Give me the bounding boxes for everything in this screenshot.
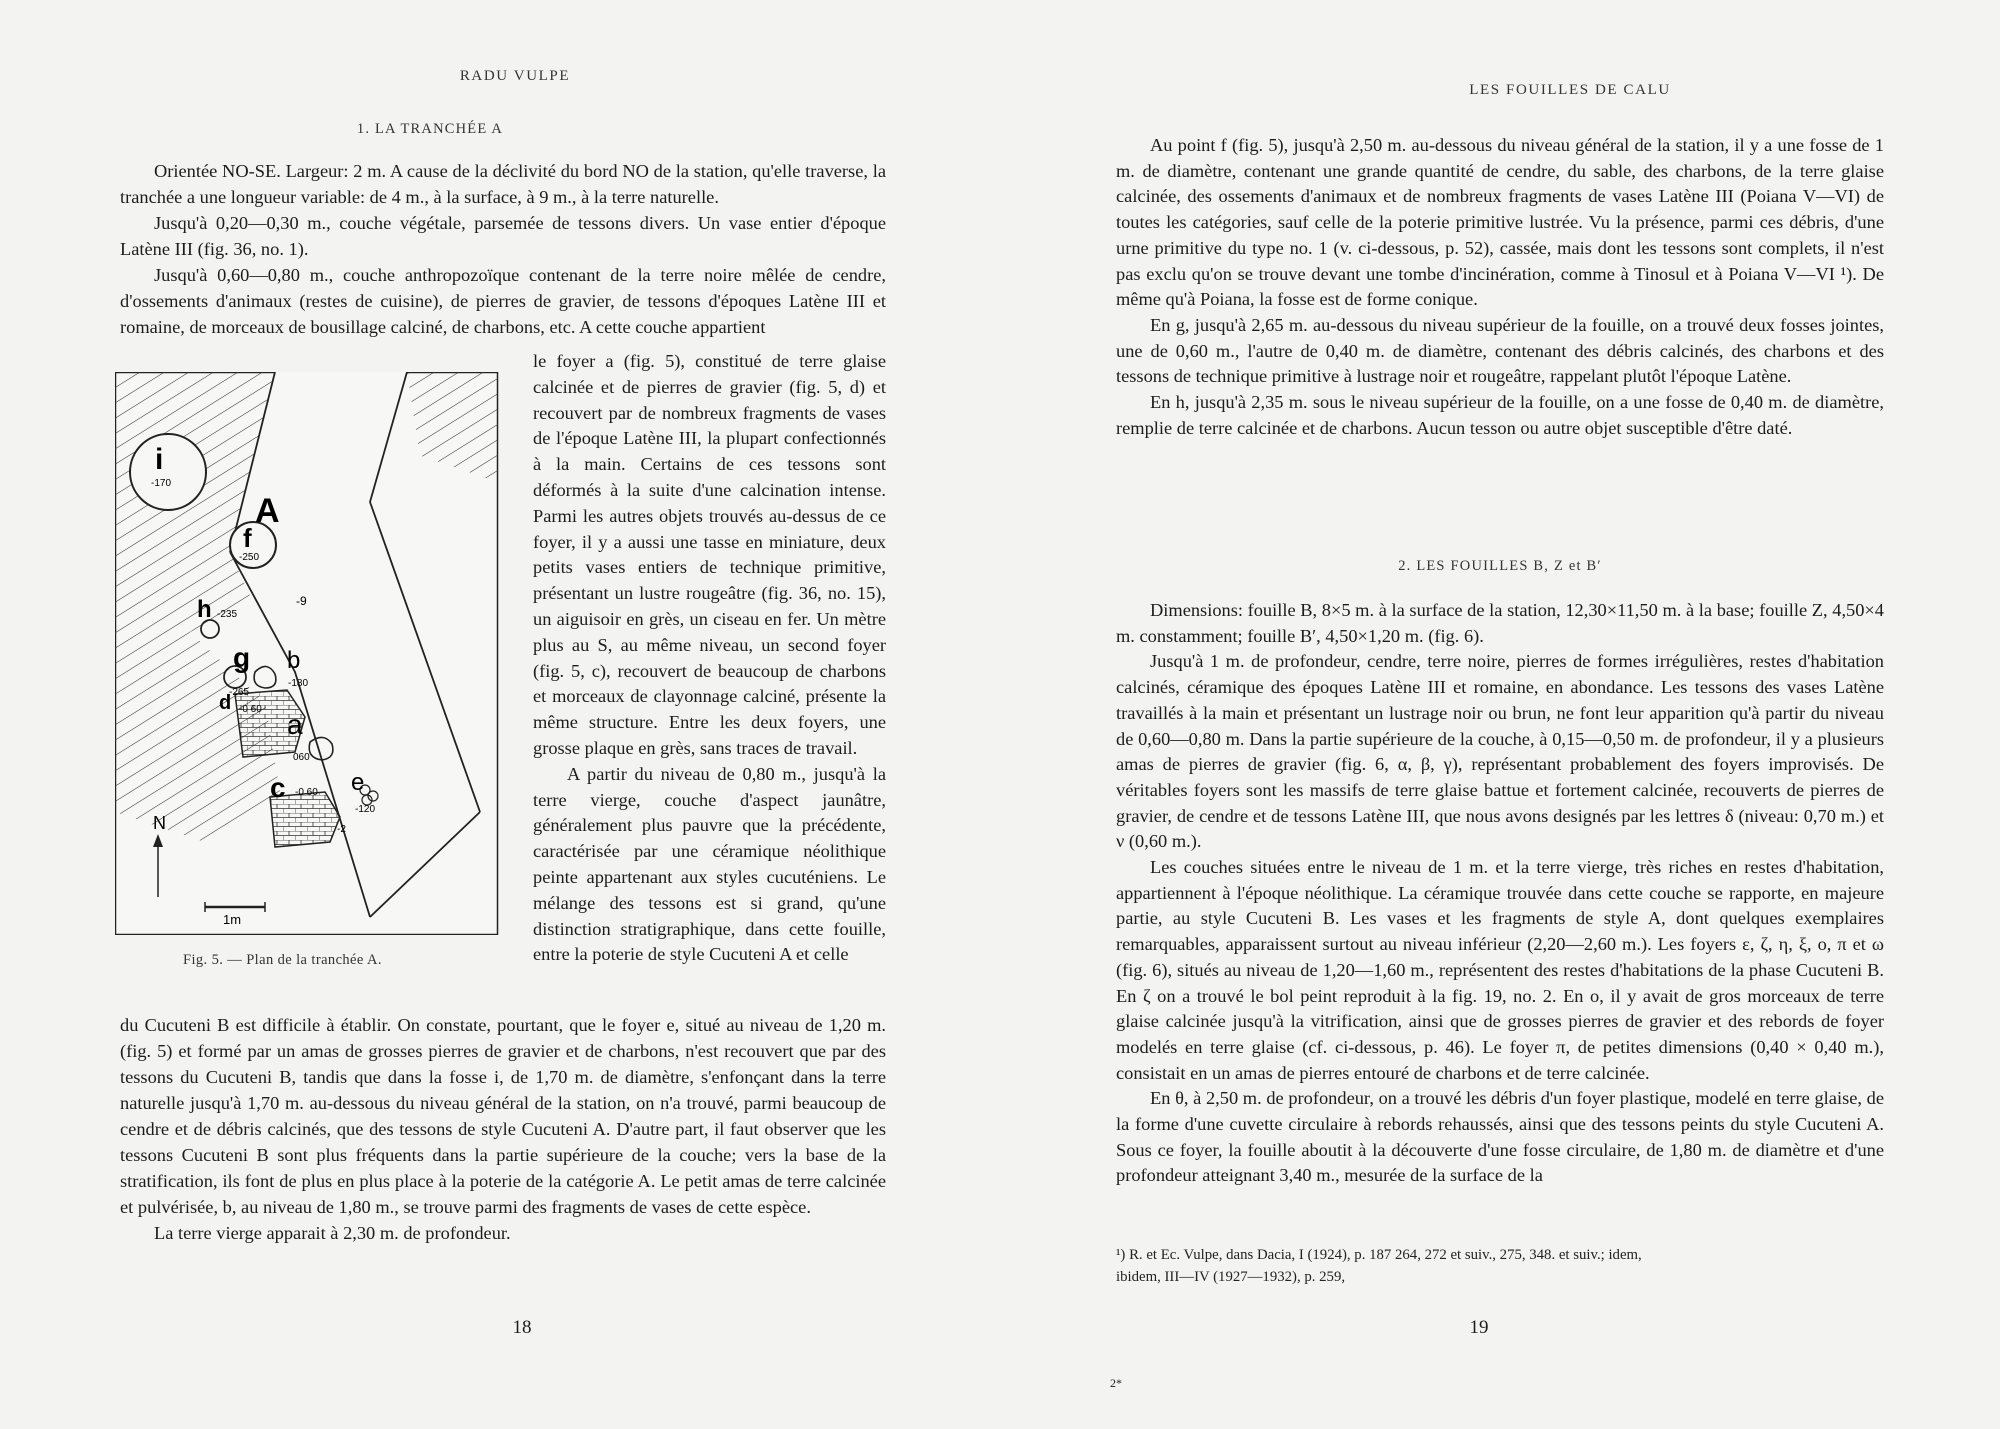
- running-head: LES FOUILLES DE CALU: [1469, 82, 1671, 98]
- label-c: c: [270, 772, 286, 803]
- label-f: f: [243, 523, 252, 553]
- text-lower: [1116, 598, 1884, 1189]
- depth-f: -250: [239, 552, 260, 563]
- label-h: h: [197, 596, 212, 623]
- north-label: N: [153, 813, 166, 833]
- paragraph: Jusqu'à 0,60—0,80 m., couche anthropozoïque contenant de la terre noire mêlée de cendre, d'ossements d'animaux (restes de cuisine), de pierres de gravier, de tessons d'époques Latène III et romaine, de morceaux de bousillage calciné, de charbons, etc. A cette couche appartient: [120, 265, 886, 337]
- depth-g: -265: [229, 687, 250, 698]
- text-upper: [1116, 133, 1884, 441]
- figure-plan: [115, 372, 512, 935]
- footnote: ¹) R. et Ec. Vulpe, dans Dacia, I (1924), p. 187 264, 272 et suiv., 275, 348. et suiv.; idem, ibidem, III—IV (1927—1932), p. 259,: [1116, 1247, 1642, 1285]
- paragraph: La terre vierge apparait à 2,30 m. de profondeur.: [154, 1223, 511, 1243]
- paragraph: Jusqu'à 0,20—0,30 m., couche végétale, parsemée de tessons divers. Un vase entier d'époque Latène III (fig. 36, no. 1).: [120, 213, 886, 259]
- paragraph: En θ, à 2,50 m. de profondeur, on a trouvé les débris d'un foyer plastique, modelé en terre glaise, de la forme d'une cuvette circulaire à rebords rehaussés, ainsi que des tessons peints du style Cucuteni A. Sous ce foyer, la fouille aboutit à la découverte d'une fosse circulaire, de 1,80 m. de diamètre et d'une profondeur atteignant 3,40 m., mesurée de la surface de la: [1116, 1088, 1884, 1186]
- label-b: b: [287, 647, 301, 674]
- figure-caption: Fig. 5. — Plan de la tranchée A.: [183, 952, 382, 968]
- paragraph: le foyer a (fig. 5), constitué de terre glaise calcinée et de pierres de gravier (fig. 5, d) et recouvert par de nombreux fragments de vases de l'époque Latène III, la plupart confectionnés à la main. Certains de ces tessons sont déformés à la suite d'une calcination intense. Parmi les autres objets trouvés au-dessus de ce foyer, il y a aussi une tasse en miniature, deux petits vases entiers de technique primitive, présentant un lustre rougeâtre (fig. 36, no. 15), un aiguisoir en grès, un ciseau en fer. Un mètre plus au S, au même niveau, un second foyer (fig. 5, c), recouvert de beaucoup de charbons et morceaux de clayonnage calciné, présente la même structure. Entre les deux foyers, une grosse plaque en grès, sans traces de travail.: [533, 351, 886, 758]
- label-i: i: [155, 443, 164, 476]
- page-number: 18: [512, 1317, 532, 1338]
- depth-c: -0 60: [295, 787, 318, 798]
- page-number: 19: [1469, 1317, 1489, 1338]
- paragraph: Orientée NO-SE. Largeur: 2 m. A cause de la déclivité du bord NO de la station, qu'elle traverse, la tranchée a une longueur variable: de 4 m., à la surface, à 9 m., à la terre naturelle.: [120, 161, 886, 207]
- running-head: RADU VULPE: [459, 68, 571, 84]
- depth-e: -120: [355, 804, 376, 815]
- label-g: g: [233, 642, 251, 673]
- section-title: 1. LA TRANCHÉE A: [356, 121, 504, 137]
- signature-mark: 2*: [1110, 1376, 1122, 1390]
- depth-a: 060: [293, 752, 310, 763]
- section-title: 2. LES FOUILLES B, Z et B′: [1398, 558, 1602, 574]
- label-e: e: [351, 769, 365, 796]
- depth-d: -0 60: [239, 704, 262, 715]
- depth-b: -180: [288, 678, 309, 689]
- paragraph: En h, jusqu'à 2,35 m. sous le niveau supérieur de la fouille, on a une fosse de 0,40 m. de diamètre, remplie de terre calcinée et de charbons. Aucun tesson ou autre objet susceptible d'être daté.: [1116, 392, 1884, 438]
- text-top: [120, 158, 886, 340]
- paragraph: En g, jusqu'à 2,65 m. au-dessous du niveau supérieur de la fouille, on a trouvé deux fosses jointes, une de 0,60 m., l'autre de 0,40 m. de diamètre, contenant des débris calcinés, des charbons et des tessons de technique primitive à lustrage noir et rougeâtre, rappelant plutôt l'époque Latène.: [1116, 314, 1884, 387]
- depth-9: -9: [296, 594, 307, 608]
- label-d: d: [219, 692, 232, 714]
- pit-i: [130, 434, 206, 510]
- text-beside-figure: [533, 349, 886, 968]
- paragraph: Jusqu'à 1 m. de profondeur, cendre, terre noire, pierres de formes irrégulières, restes d'habitation calcinés, céramique des époques Latène III et romaine, en abondance. Les tessons des vases Latène travaillés à la main et présentant un lustrage noir ou brun, ne font leur apparition qu'à partir du niveau de 0,60—0,80 m. Dans la partie supérieure de la couche, à 0,15—0,50 m. de profondeur, il y a plusieurs amas de pierres de gravier (fig. 6, α, β, γ), représentant probablement des foyers improvisés. De véritables foyers sont les massifs de terre glaise battue et fortement calcinée, recouverts de pierres de gravier, de cendre et de tessons Latène III, que nous avons designés par les lettres δ (niveau: 0,70 m.) et ν (0,60 m.).: [1116, 651, 1884, 852]
- paragraph: Les couches situées entre le niveau de 1 m. et la terre vierge, très riches en restes d'habitation, appartiennent à l'époque néolithique. La céramique trouvée dans cette couche se rapporte, en majeure partie, au style Cucuteni B. Les vases et les fragments de style A, dont quelques exemplaires remarquables, apparaissent surtout au niveau inférieur (2,20—2,60 m.). Les foyers ε, ζ, η, ξ, ο, π et ω (fig. 6), situés au niveau de 1,20—1,60 m., représentent des restes d'habitations de la phase Cucuteni B. En ζ on a trouvé le bol peint reproduit à la fig. 19, no. 2. En ο, il y avait de gros morceaux de terre glaise calcinée jusqu'à la vitrification, ainsi que de grosses pierres de gravier et des rebords de foyer modelés en terre glaise (cf. ci-dessous, p. 46). Le foyer π, de petites dimensions (0,40 × 0,40 m.), consistait en un amas de pierres entouré de charbons et de terre calcinée.: [1116, 857, 1884, 1083]
- depth-2: -2: [337, 824, 346, 835]
- label-a: a: [287, 709, 303, 740]
- right-page: [1000, 0, 2000, 1429]
- depth-i: -170: [151, 478, 172, 489]
- label-trench-A: A: [255, 492, 280, 530]
- paragraph: Au point f (fig. 5), jusqu'à 2,50 m. au-dessous du niveau général de la station, il y a une fosse de 1 m. de diamètre, contenant une grande quantité de cendre, du sable, des charbons, de la terre glaise calcinée, des ossements d'animaux et de nombreux fragments de vases Latène III (Poiana V—VI) de toutes les catégories, sauf celle de la poterie primitive lustrée. Vu la présence, parmi ces débris, d'une urne primitive du type no. 1 (v. ci-dessous, p. 52), cassée, mais dont les tessons sont complets, il n'est pas exclu qu'on se trouve devant une tombe d'incinération, comme à Tinosul et à Poiana V—VI ¹). De même qu'à Poiana, la fosse est de forme conique.: [1116, 135, 1884, 310]
- paragraph: Dimensions: fouille B, 8×5 m. à la surface de la station, 12,30×11,50 m. à la base; fouille Z, 4,50×4 m. constamment; fouille B′, 4,50×1,20 m. (fig. 6).: [1116, 600, 1884, 646]
- scale-label: 1m: [223, 912, 242, 927]
- paragraph: du Cucuteni B est difficile à établir. On constate, pourtant, que le foyer e, situé au niveau de 1,20 m. (fig. 5) et formé par un amas de grosses pierres de gravier et de charbons, n'est recouvert que par des tessons du Cucuteni B, tandis que dans la fosse i, de 1,70 m. de diamètre, s'enfonçant dans la terre naturelle jusqu'à 1,70 m. au-dessous du niveau général de la station, on n'a trouvé, parmi beaucoup de cendre et de débris calcinés, que des tessons de style Cucuteni A. D'autre part, il faut observer que les tessons Cucuteni B sont plus fréquents dans la partie supérieure de la couche; vers la base de la stratification, ils font de plus en plus place à la poterie de la catégorie A. Le petit amas de terre calcinée et pulvérisée, b, au niveau de 1,80 m., se trouve parmi des fragments de vases de cette espèce.: [120, 1015, 886, 1217]
- trench-plan-drawing: [115, 372, 512, 935]
- depth-h: -235: [217, 609, 238, 620]
- paragraph: A partir du niveau de 0,80 m., jusqu'à la terre vierge, couche d'aspect jaunâtre, généralement plus pauvre que la précédente, caractérisée par une céramique néolithique peinte appartenant aux styles cucuténiens. Le mélange des tessons est si grand, qu'une distinction stratigraphique, dans cette fouille, entre la poterie de style Cucuteni A et celle: [533, 763, 886, 965]
- text-bottom: [120, 1012, 886, 1246]
